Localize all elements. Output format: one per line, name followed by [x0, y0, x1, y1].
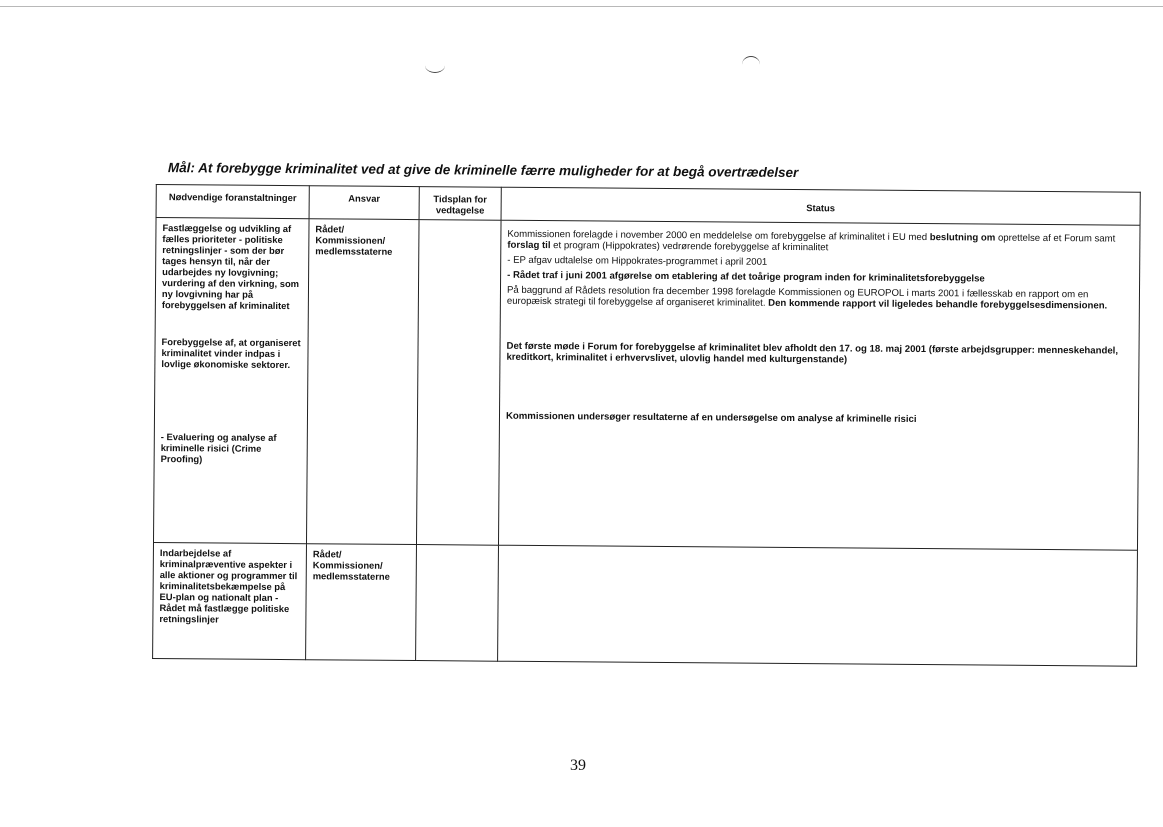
status-paragraph: Det første møde i Forum for forebyggelse af kriminalitet blev afholdt den 17. og 18. maj 2001 (første arbejdsgrupper: menneskehandel, kreditkort, kriminalitet i erhvervslivet, ulovlig handel med kulturgenstande): [506, 340, 1119, 366]
schedule-cell: [416, 220, 501, 546]
status-paragraph: - Rådet traf i juni 2001 afgørelse om etablering af det toårige program inden for kriminalitetsforebyggelse: [507, 269, 985, 285]
column-header-measures: Nødvendige foranstaltninger: [156, 185, 309, 219]
column-header-schedule: Tidsplan for vedtagelse: [419, 187, 501, 221]
scan-mark: [742, 56, 760, 73]
measures-table: [152, 184, 1141, 667]
table-row: [153, 542, 1138, 666]
measure-item: Fastlæggelse og udvikling af fælles prioriteter - politiske retningslinjer - som der bør tages hensyn til, når der udarbejdes ny lovgivning; vurdering af den virkning, som ny lovgivning har på forebyggelsen af kriminalitet: [161, 222, 300, 312]
scan-border-line: [0, 6, 1163, 7]
column-header-responsible: Ansvar: [309, 186, 419, 220]
schedule-cell: [416, 545, 499, 662]
measures-cell: Indarbejdelse af kriminalpræventive aspekter i alle aktioner og programmer til kriminalitetsbekæmpelse på EU-plan og nationalt plan - Rådet må fastlægge politiske retningslinjer: [153, 542, 307, 659]
measures-cell: [153, 218, 309, 544]
measure-item: Forebyggelse af, at organiseret kriminalitet vinder indpas i lovlige økonomiske sektorer.: [161, 336, 301, 371]
measure-item: - Evaluering og analyse af kriminelle risici (Crime Proofing): [160, 431, 277, 465]
document-sheet: [152, 160, 1146, 698]
goal-heading: Mål: At forebygge kriminalitet ved at give de kriminelle færre muligheder for at begå overtrædelser: [167, 160, 799, 181]
status-paragraph: Kommissionen forelagde i november 2000 en meddelelse om forebyggelse af kriminalitet i EU med beslutning om oprettelse af et Forum samt forslag til et program (Hippokrates) vedrørende forebyggelse af kriminalitet: [507, 228, 1116, 254]
responsible-cell: Rådet/ Kommissionen/ medlemsstaterne: [306, 544, 417, 661]
status-paragraph: - EP afgav udtalelse om Hippokrates-programmet i april 2001: [507, 254, 768, 268]
column-header-status: Status: [501, 187, 1140, 225]
status-paragraph: På baggrund af Rådets resolution fra december 1998 forelagde Kommissionen og EUROPOL i marts 2001 i fællesskab en rapport om en europæisk strategi til forebyggelse af organiseret kriminalitet. Den kommende rapport vil ligeledes behandle forebyggelsesdimensionen.: [506, 284, 1108, 312]
scan-mark: [425, 58, 445, 73]
status-paragraph: Kommissionen undersøger resultaterne af en undersøgelse om analyse af kriminelle risici: [505, 410, 917, 425]
table-row: [153, 218, 1140, 551]
status-cell: [498, 220, 1140, 550]
responsible-cell: Rådet/ Kommissionen/ medlemsstaterne: [306, 219, 419, 545]
status-cell: [498, 545, 1138, 666]
page-number: 39: [570, 757, 586, 774]
